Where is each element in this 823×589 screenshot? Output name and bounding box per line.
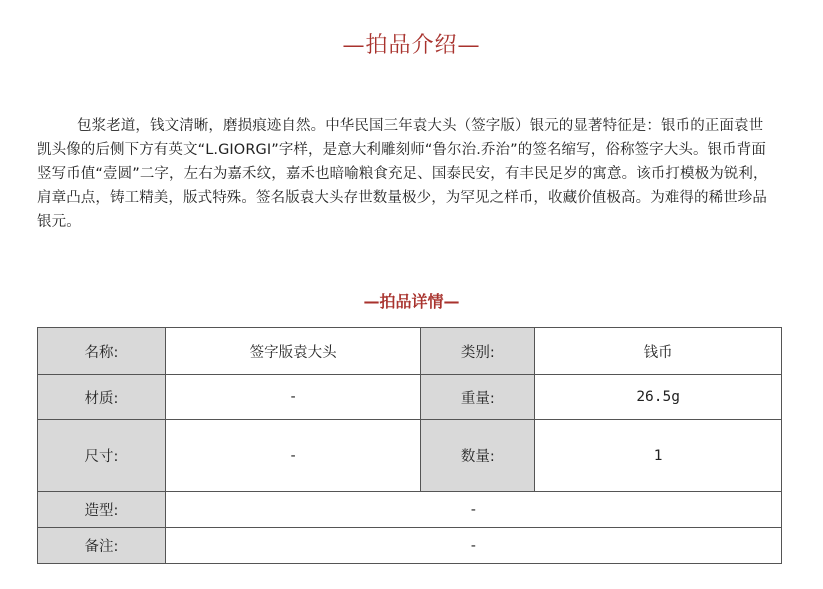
category-value: 钱币 — [535, 328, 782, 375]
details-section-title: —拍品详情— — [363, 292, 460, 311]
weight-label: 重量: — [421, 375, 535, 420]
table-row — [38, 375, 782, 420]
size-label: 尺寸: — [38, 420, 166, 492]
lot-description: 包浆老道，钱文清晰，磨损痕迹自然。中华民国三年袁大头（签字版）银元的显著特征是：银币的正面袁世凯头像的后侧下方有英文“L.GIORGI”字样，是意大利雕刻师“鲁尔治.乔治”的签名缩写，俗称签字大头。银币背面竖写币值“壹圆”二字，左右为嘉禾纹，嘉禾也暗喻粮食充足、国泰民安，有丰民足岁的寓意。该币打模极为锐利，肩章凸点，铸工精美，版式特殊。签名版袁大头存世数量极少，为罕见之样币，收藏价值极高。为难得的稀世珍品银元。 — [37, 118, 768, 230]
material-label: 材质: — [38, 375, 166, 420]
size-value: - — [165, 420, 421, 492]
lot-details-table — [37, 327, 782, 564]
remark-value: - — [165, 528, 781, 564]
remark-label: 备注: — [38, 528, 166, 564]
category-label: 类别: — [421, 328, 535, 375]
name-label: 名称: — [38, 328, 166, 375]
shape-value: - — [165, 492, 781, 528]
weight-value: 26.5g — [535, 375, 782, 420]
table-row — [38, 420, 782, 492]
page-title: —拍品介绍— — [342, 33, 481, 58]
table-row — [38, 528, 782, 564]
table-row — [38, 328, 782, 375]
material-value: - — [165, 375, 421, 420]
table-row — [38, 492, 782, 528]
quantity-label: 数量: — [421, 420, 535, 492]
quantity-value: 1 — [535, 420, 782, 492]
shape-label: 造型: — [38, 492, 166, 528]
name-value: 签字版袁大头 — [165, 328, 421, 375]
